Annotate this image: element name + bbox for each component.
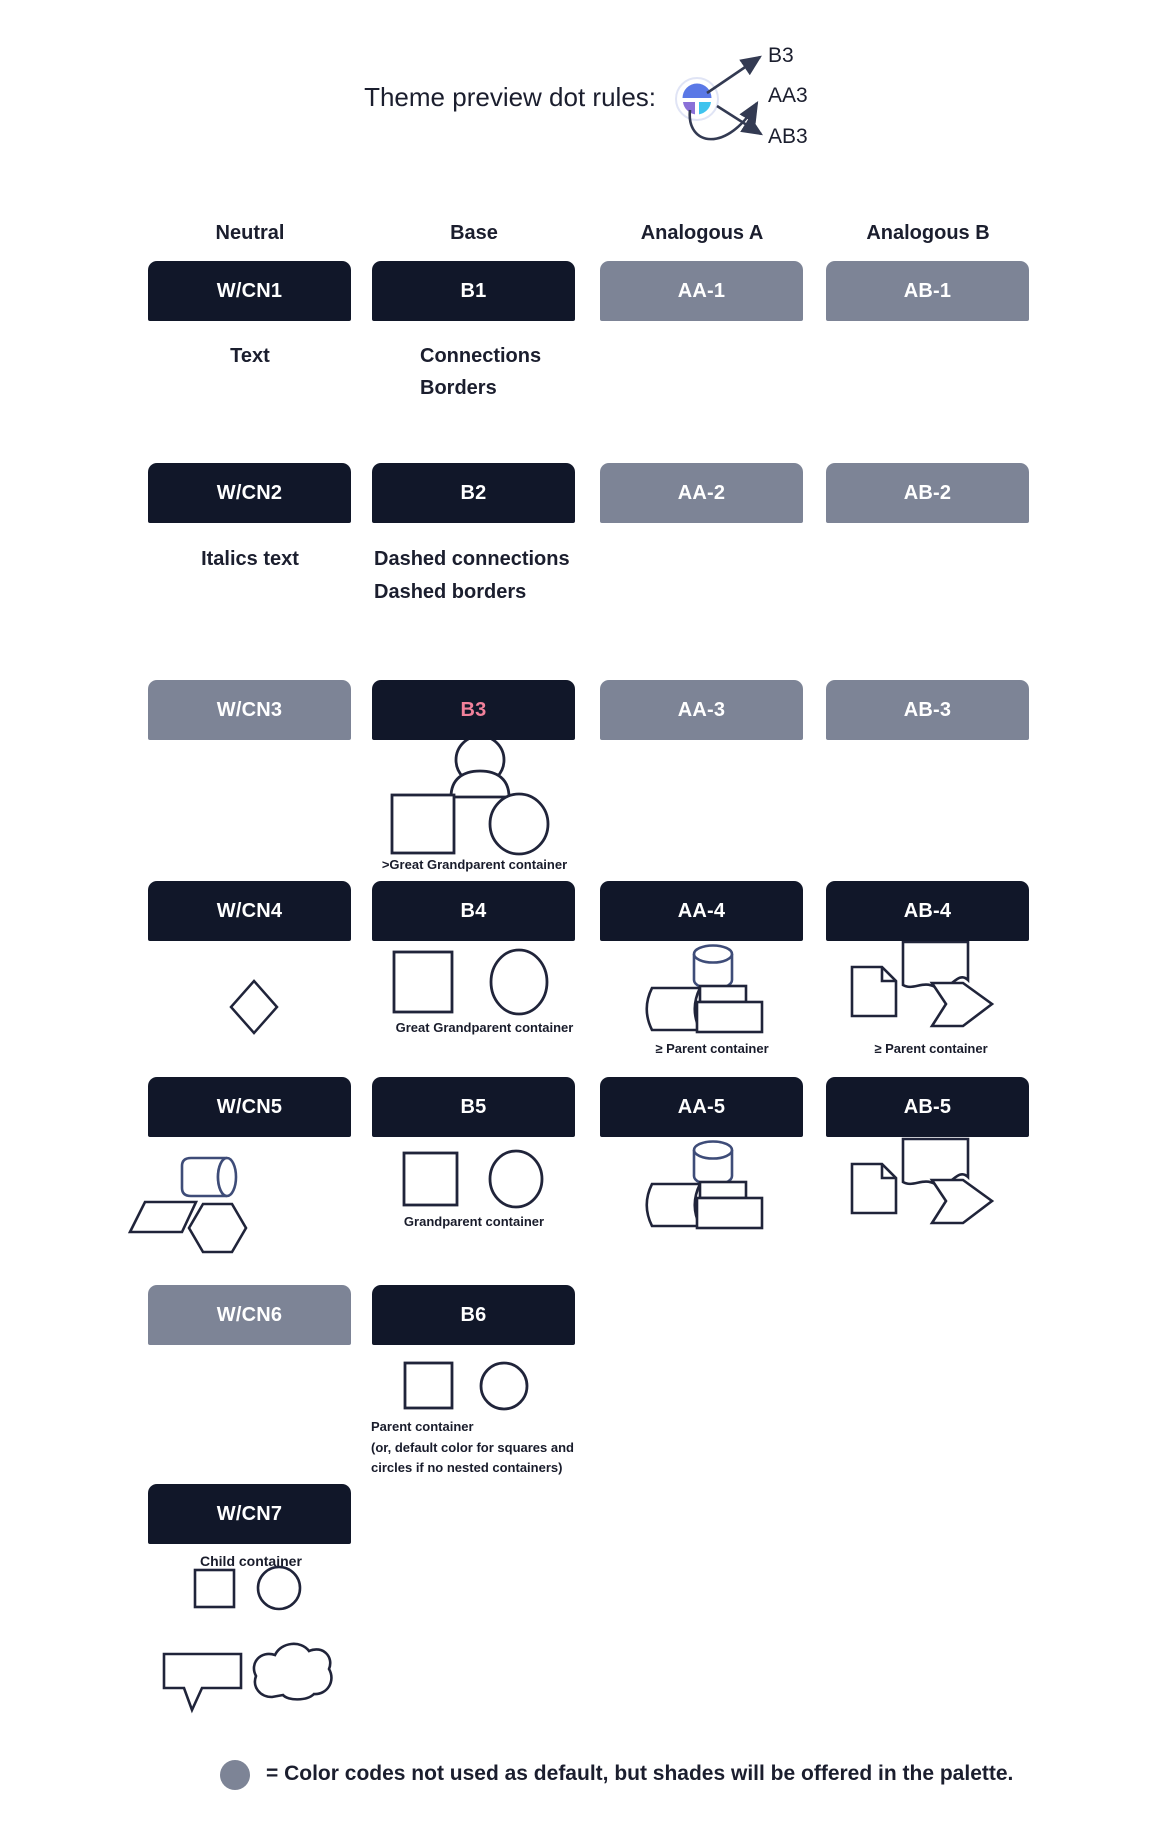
gray-dot-icon (220, 1760, 250, 1790)
swatch-b2: B2 (372, 463, 575, 523)
caption-wcn2: Italics text (201, 548, 299, 570)
swatch-wcn4: W/CN4 (148, 881, 351, 941)
caption-b3-shapes: >Great Grandparent container (381, 857, 568, 872)
preview-dot-icon (676, 78, 718, 120)
speech-bubble-icon (164, 1654, 241, 1710)
swatch-ab3: AB-3 (826, 680, 1029, 740)
swatch-ab4: AB-4 (826, 881, 1029, 941)
document-icon (852, 967, 896, 1016)
circle-icon (490, 794, 548, 854)
swatch-ab5: AB-5 (826, 1077, 1029, 1137)
swatch-aa3: AA-3 (600, 680, 803, 740)
caption-b6-line3: circles if no nested containers) (371, 1460, 563, 1475)
card-tab-icon (700, 986, 746, 1002)
caption-aa4-shapes: ≥ Parent container (655, 1041, 769, 1056)
arrow-to-b3 (707, 57, 760, 93)
swatch-wcn6: W/CN6 (148, 1285, 351, 1345)
wavy-flag-icon (903, 942, 968, 989)
caption-b2-line2: Dashed borders (374, 581, 527, 603)
b5-shape-cluster (404, 1151, 542, 1207)
caption-ab4-shapes: ≥ Parent container (874, 1041, 988, 1056)
caption-b6 (371, 1417, 631, 1479)
swatch-wcn3: W/CN3 (148, 680, 351, 740)
chevron-arrow-icon (932, 983, 992, 1026)
column-header-neutral: Neutral (215, 222, 285, 244)
caption-b2-line1: Dashed connections (374, 548, 570, 570)
swatch-b4: B4 (372, 881, 575, 941)
swatch-b3: B3 (372, 680, 575, 740)
swatch-wcn1: W/CN1 (148, 261, 351, 321)
caption-b2 (374, 543, 570, 609)
square-icon (394, 952, 452, 1012)
swatch-ab2: AB-2 (826, 463, 1029, 523)
caption-b4-shapes: Great Grandparent container (395, 1020, 574, 1035)
cloud-icon (254, 1644, 331, 1700)
swatch-aa5: AA-5 (600, 1077, 803, 1137)
b6-shape-cluster (405, 1363, 527, 1409)
caption-b6-line1: Parent container (371, 1419, 474, 1434)
arrow-to-ab3 (717, 106, 761, 134)
caption-wcn1: Text (230, 345, 270, 367)
square-icon (405, 1363, 452, 1408)
swatch-aa4: AA-4 (600, 881, 803, 941)
card-body-icon (697, 1002, 762, 1032)
column-header-analogous-a: Analogous A (640, 222, 764, 244)
swatch-aa1: AA-1 (600, 261, 803, 321)
caption-b6-line2: (or, default color for squares and (371, 1439, 574, 1455)
b3-shape-cluster (392, 736, 548, 854)
column-header-base: Base (450, 222, 498, 244)
square-icon (195, 1570, 234, 1607)
ab-shape-cluster (852, 942, 992, 1026)
caption-wcn7: Child container (200, 1553, 302, 1569)
hexagon-icon (189, 1204, 246, 1252)
curved-card-icon (647, 988, 700, 1030)
swatch-b6: B6 (372, 1285, 575, 1345)
swatch-wcn7: W/CN7 (148, 1484, 351, 1544)
diamond-icon (231, 981, 277, 1033)
circle-icon (258, 1567, 300, 1609)
wcn7-shape-cluster (164, 1567, 331, 1710)
palette-note: = Color codes not used as default, but shades will be offered in the palette. (266, 1762, 1014, 1785)
swatch-b1: B1 (372, 261, 575, 321)
swatch-aa2: AA-2 (600, 463, 803, 523)
caption-b1 (420, 340, 541, 404)
page-title: Theme preview dot rules: (364, 82, 656, 112)
circle-icon (491, 950, 547, 1014)
circle-icon (481, 1363, 527, 1409)
dot-rule-arrows (690, 57, 761, 139)
swatch-wcn2: W/CN2 (148, 463, 351, 523)
wcn5-shape-cluster (130, 1158, 246, 1252)
dot-rule-label-b3: B3 (768, 44, 794, 67)
b4-shape-cluster (394, 950, 547, 1014)
swatch-b5: B5 (372, 1077, 575, 1137)
column-header-analogous-b: Analogous B (866, 222, 990, 244)
swatch-ab1: AB-1 (826, 261, 1029, 321)
caption-b1-line2: Borders (420, 377, 497, 399)
dot-rule-label-aa3: AA3 (768, 84, 808, 107)
caption-b5-shapes: Grandparent container (403, 1214, 545, 1229)
square-icon (392, 795, 454, 853)
swatch-wcn5: W/CN5 (148, 1077, 351, 1137)
circle-icon (490, 1151, 542, 1207)
dot-rule-label-ab3: AB3 (768, 125, 808, 148)
parallelogram-icon (130, 1202, 196, 1232)
aa-shape-cluster (647, 946, 762, 1033)
square-icon (404, 1153, 457, 1205)
caption-b1-line1: Connections (420, 345, 542, 367)
